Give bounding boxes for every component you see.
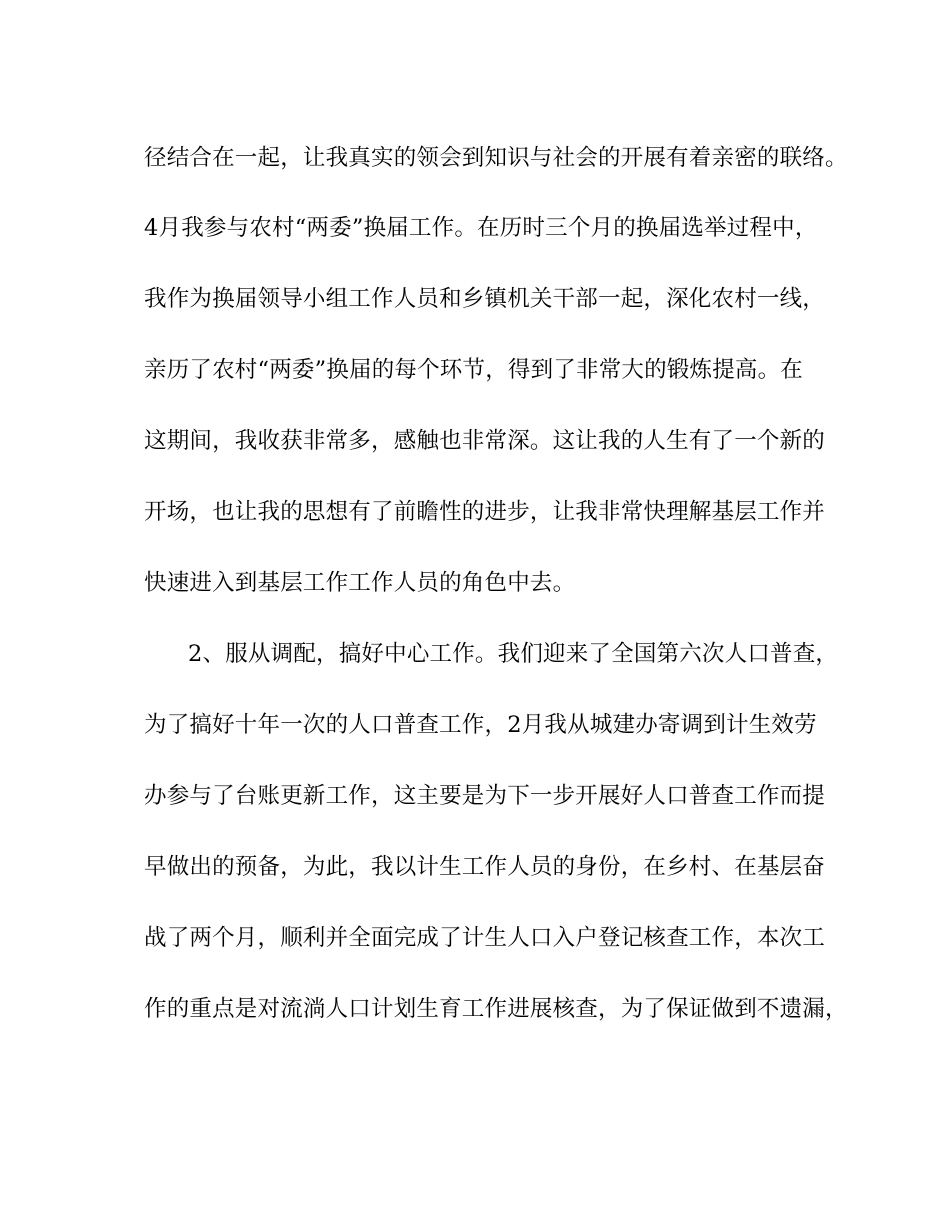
text-line: 作的重点是对流淌人口计划生育工作进展核查，为了保证做到不遗漏， <box>144 996 848 1022</box>
text-line: 径结合在一起，让我真实的领会到知识与社会的开展有着亲密的联络。 <box>144 145 848 171</box>
text-line: 开场，也让我的思想有了前瞻性的进步，让我非常快理解基层工作并 <box>144 499 826 525</box>
text-line: 4月我参与农村“两委”换届工作。在历时三个月的换届选举过程中， <box>144 215 818 241</box>
paragraph-first-line: 2、服从调配，搞好中心工作。我们迎来了全国第六次人口普查， <box>188 641 839 667</box>
text-line: 早做出的预备，为此，我以计生工作人员的身份，在乡村、在基层奋 <box>144 854 826 880</box>
text-line: 我作为换届领导小组工作人员和乡镇机关干部一起，深化农村一线， <box>144 286 826 312</box>
text-line: 办参与了台账更新工作，这主要是为下一步开展好人口普查工作而提 <box>144 783 826 809</box>
text-line: 亲历了农村“两委”换届的每个环节，得到了非常大的锻炼提高。在 <box>144 357 804 383</box>
text-line: 为了搞好十年一次的人口普查工作，2月我从城建办寄调到计生效劳 <box>144 712 817 738</box>
text-line: 这期间，我收获非常多，感触也非常深。这让我的人生有了一个新的 <box>144 428 826 454</box>
text-line: 快速进入到基层工作工作人员的角色中去。 <box>144 570 576 596</box>
text-line: 战了两个月，顺利并全面完成了计生人口入户登记核查工作，本次工 <box>144 925 826 951</box>
